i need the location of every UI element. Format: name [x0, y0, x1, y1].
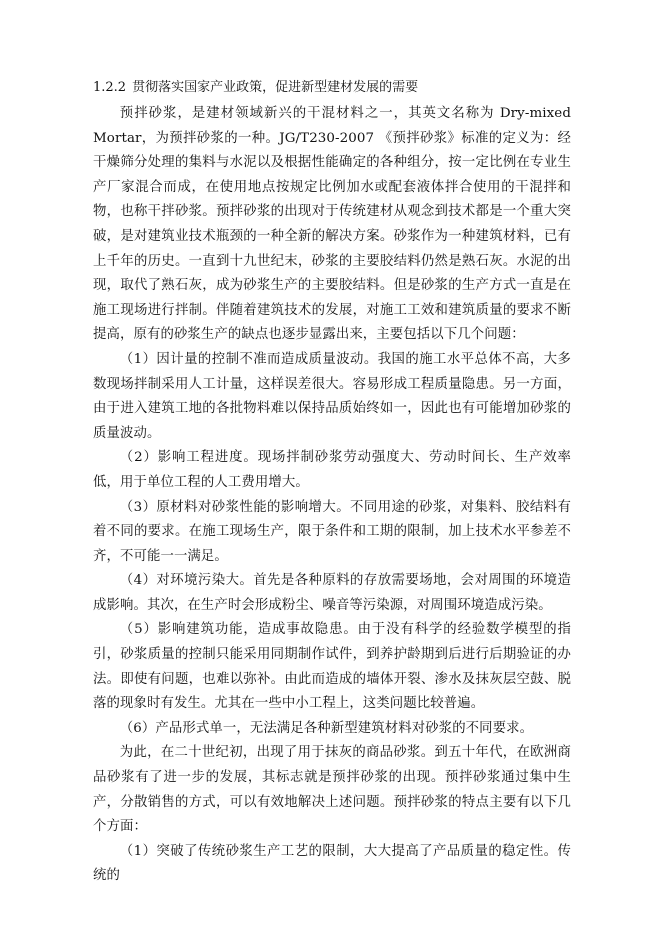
paragraph-intro: 预拌砂浆，是建材领域新兴的干混材料之一，其英文名称为 Dry-mixed Mortar，为预拌砂浆的一种。JG/T230-2007 《预拌砂浆》标准的定义为：经干燥筛分处理的集料与水泥以及根据性能确定的各种组分，按一定比例在专业生产厂家混合而成，在使用地点按规定比例加水或配套液体拌合使用的干混拌和物，也称干拌砂浆。预拌砂浆的出现对于传统建材从观念到技术都是一个重大突破，是对建筑业技术瓶颈的一种全新的解决方案。砂浆作为一种建筑材料，已有上千年的历史。一直到十九世纪末，砂浆的主要胶结料仍然是熟石灰。水泥的出现，取代了熟石灰，成为砂浆生产的主要胶结料。但是砂浆的生产方式一直是在施工现场进行拌制。伴随着建筑技术的发展，对施工工效和建筑质量的要求不断提高，原有的砂浆生产的缺点也逐步显露出来，主要包括以下几个问题：: [93, 106, 571, 343]
paragraph-issue-3: （3）原材料对砂浆性能的影响增大。不同用途的砂浆，对集料、胶结料有着不同的要求。在施工现场生产，限于条件和工期的限制，加上技术水平参差不齐，不可能一一满足。: [93, 499, 571, 564]
paragraph-issue-1: （1）因计量的控制不准而造成质量波动。我国的施工水平总体不高，大多数现场拌制采用人工计量，这样误差很大。容易形成工程质量隐患。另一方面，由于进入建筑工地的各批物料难以保持品质始终如一，因此也有可能增加砂浆的质量波动。: [93, 351, 571, 441]
section-number: 1.2.2: [93, 80, 127, 95]
paragraph-issue-6: （6）产品形式单一，无法满足各种新型建筑材料对砂浆的不同要求。: [119, 720, 534, 736]
paragraph-issue-5: （5）影响建筑功能，造成事故隐患。由于没有科学的经验数学模型的指引，砂浆质量的控制只能采用同期制作试件，到养护龄期到后进行后期验证的办法。即使有问题，也难以弥补。由此而造成的墙体开裂、渗水及抹灰层空鼓、脱落的现象时有发生。尤其在一些中小工程上，这类问题比较普遍。: [93, 622, 571, 712]
section-heading: [93, 78, 571, 98]
section-title: 贯彻落实国家产业政策，促进新型建材发展的需要: [132, 80, 419, 95]
paragraph-issue-2: （2）影响工程进度。现场拌制砂浆劳动强度大、劳动时间长、生产效率低，用于单位工程的人工费用增大。: [93, 450, 571, 490]
document-page: [93, 78, 571, 889]
paragraph-history: 为此，在二十世纪初，出现了用于抹灰的商品砂浆。到五十年代，在欧洲商品砂浆有了进一步的发展，其标志就是预拌砂浆的出现。预拌砂浆通过集中生产，分散销售的方式，可以有效地解决上述问题。预拌砂浆的特点主要有以下几个方面：: [93, 745, 571, 835]
paragraph-feature-1: （1）突破了传统砂浆生产工艺的限制，大大提高了产品质量的稳定性。传统的: [93, 843, 571, 884]
paragraph-issue-4: （4）对环境污染大。首先是各种原料的存放需要场地，会对周围的环境造成影响。其次，在生产时会形成粉尘、噪音等污染源，对周围环境造成污染。: [93, 573, 571, 613]
